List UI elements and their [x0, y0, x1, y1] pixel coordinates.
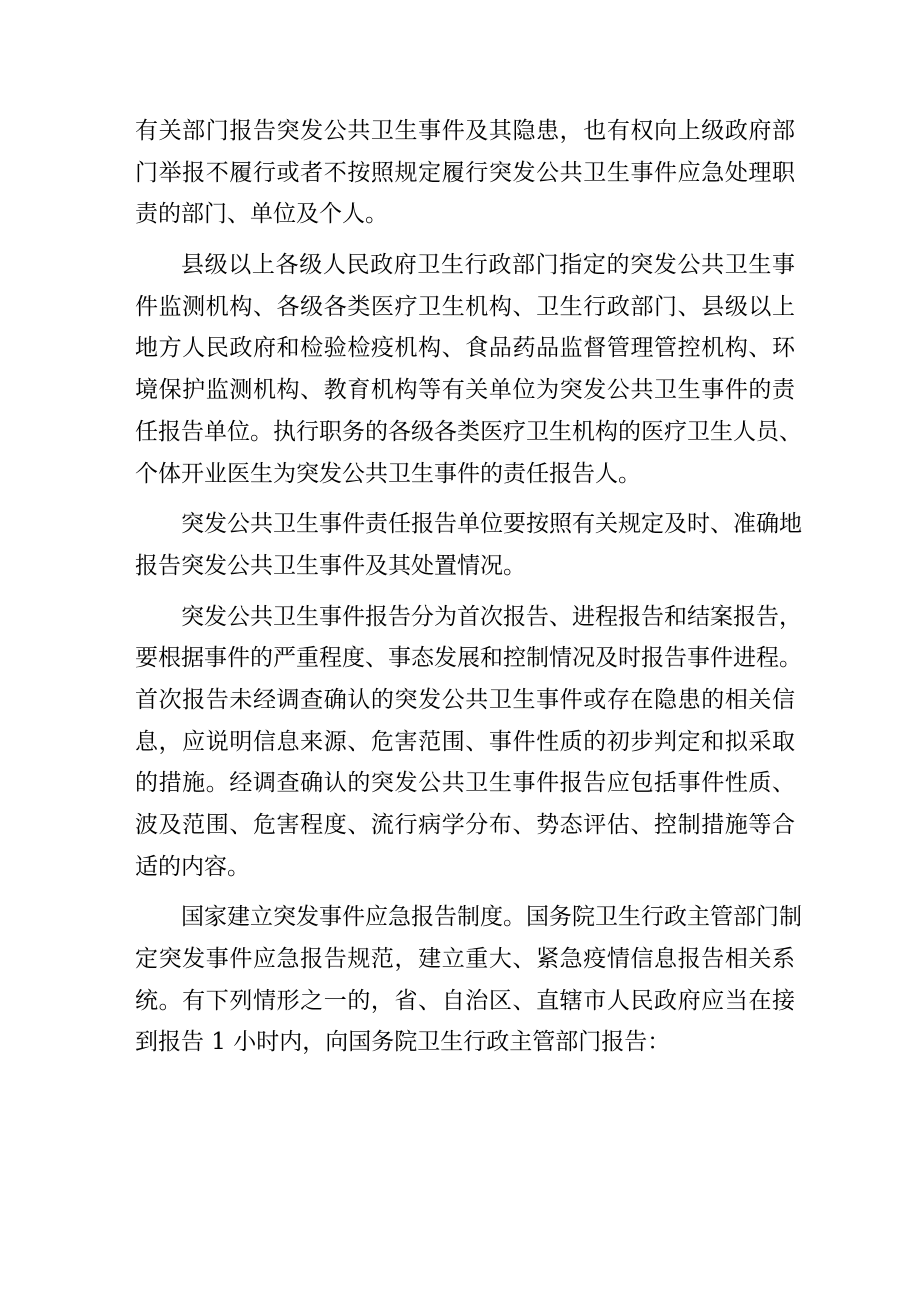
paragraph-1 [135, 111, 795, 236]
document-body [135, 111, 802, 1073]
text-line: 报告突发公共卫生事件及其处置情况。 [135, 552, 526, 579]
paragraph-4 [135, 597, 802, 889]
text-line: 要根据事件的严重程度、事态发展和控制情况及时报告事件进程。 [135, 645, 802, 672]
text-line: 统。有下列情形之一的，省、自治区、直辖市人民政府应当在接 [135, 987, 795, 1014]
text-line: 个体开业医生为突发公共卫生事件的责任报告人。 [135, 460, 641, 487]
paragraph-3 [135, 504, 802, 587]
text-line: 突发公共卫生事件报告分为首次报告、进程报告和结案报告， [181, 603, 802, 630]
text-line: 地方人民政府和检验检疫机构、食品药品监督管理管控机构、环 [135, 335, 795, 362]
text-line: 到报告 1 小时内，向国务院卫生行政主管部门报告： [135, 1029, 671, 1056]
paragraph-2 [135, 245, 802, 495]
paragraph-5 [135, 897, 802, 1064]
text-line: 国家建立突发事件应急报告制度。国务院卫生行政主管部门制 [181, 904, 802, 931]
text-line: 有关部门报告突发公共卫生事件及其隐患，也有权向上级政府部 [135, 118, 795, 144]
text-line: 任报告单位。执行职务的各级各类医疗卫生机构的医疗卫生人员、 [135, 418, 802, 445]
text-line: 门举报不履行或者不按照规定履行突发公共卫生事件应急处理职 [135, 159, 795, 186]
text-line: 县级以上各级人民政府卫生行政部门指定的突发公共卫生事 [181, 252, 795, 279]
text-line: 件监测机构、各级各类医疗卫生机构、卫生行政部门、县级以上 [135, 293, 795, 320]
text-line: 息，应说明信息来源、危害范围、事件性质的初步判定和拟采取 [135, 728, 795, 755]
text-line: 境保护监测机构、教育机构等有关单位为突发公共卫生事件的责 [135, 377, 795, 404]
text-line: 波及范围、危害程度、流行病学分布、势态评估、控制措施等合 [135, 812, 795, 838]
text-line: 责的部门、单位及个人。 [135, 201, 388, 228]
text-line: 的措施。经调查确认的突发公共卫生事件报告应包括事件性质、 [135, 770, 795, 797]
text-line: 突发公共卫生事件责任报告单位要按照有关规定及时、准确地 [181, 511, 802, 538]
text-line: 首次报告未经调查确认的突发公共卫生事件或存在隐患的相关信 [135, 686, 795, 713]
text-line: 定突发事件应急报告规范，建立重大、紧急疫情信息报告相关系 [135, 946, 795, 973]
text-line: 适的内容。 [135, 853, 250, 880]
